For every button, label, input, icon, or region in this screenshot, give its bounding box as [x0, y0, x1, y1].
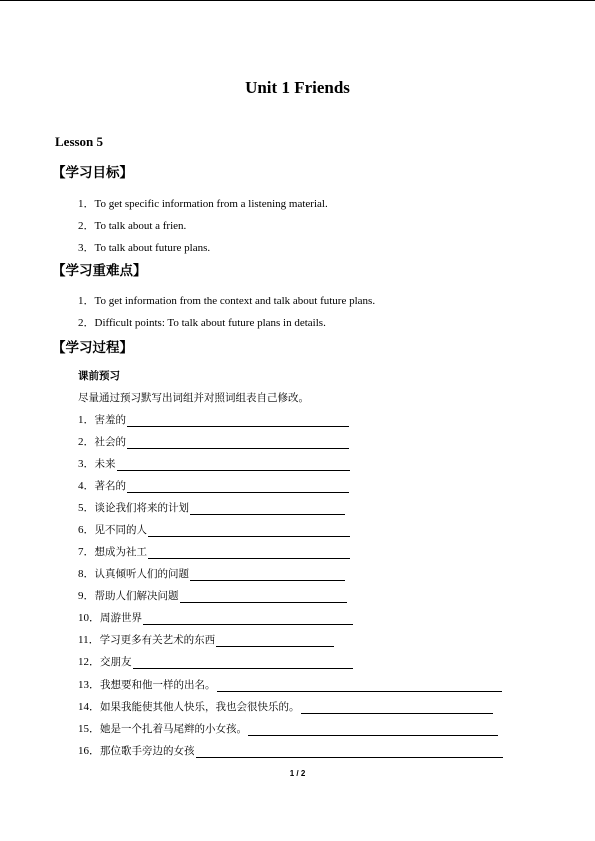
exercise-prompt: 害羞的 [94, 414, 126, 426]
exercise-prompt: 见不同的人 [94, 524, 147, 536]
exercise-14 [78, 700, 493, 714]
answer-blank[interactable] [127, 436, 349, 449]
objective-item-2: 2．To talk about a frien. [78, 220, 187, 232]
exercise-number: 1． [78, 414, 95, 426]
objective-item-1: 1．To get specific information from a listening material. [78, 198, 328, 210]
exercise-prompt: 著名的 [94, 480, 126, 492]
answer-blank[interactable] [216, 634, 334, 647]
answer-blank[interactable] [196, 745, 503, 758]
exercise-prompt: 帮助人们解决问题 [94, 590, 179, 602]
exercise-prompt: 想成为社工 [94, 546, 147, 558]
exercise-number: 2． [78, 436, 95, 448]
exercise-12 [78, 655, 353, 669]
exercise-4 [78, 479, 349, 493]
answer-blank[interactable] [148, 524, 350, 537]
exercise-number: 11． [78, 634, 100, 646]
exercise-9 [78, 589, 347, 603]
objective-item-3: 3．To talk about future plans. [78, 242, 211, 254]
exercise-8 [78, 567, 345, 581]
exercise-15 [78, 722, 498, 736]
exercise-number: 7． [78, 546, 95, 558]
exercise-13 [78, 678, 502, 692]
exercise-prompt: 谈论我们将来的计划 [94, 502, 189, 514]
exercise-1 [78, 413, 349, 427]
answer-blank[interactable] [127, 414, 349, 427]
answer-blank[interactable] [217, 679, 502, 692]
key-point-item-1: 1．To get information from the context and talk about future plans. [78, 295, 376, 307]
exercise-number: 9． [78, 590, 95, 602]
answer-blank[interactable] [190, 502, 345, 515]
exercise-6 [78, 523, 350, 537]
exercise-5 [78, 501, 345, 515]
exercise-3 [78, 457, 350, 471]
exercise-10 [78, 611, 353, 625]
exercise-number: 14． [78, 701, 100, 713]
answer-blank[interactable] [180, 590, 347, 603]
key-point-item-2: 2．Difficult points: To talk about future plans in details. [78, 317, 326, 329]
preview-subheading: 课前预习 [78, 370, 120, 382]
answer-blank[interactable] [148, 546, 350, 559]
exercise-number: 8． [78, 568, 95, 580]
exercise-prompt: 周游世界 [100, 612, 142, 624]
answer-blank[interactable] [301, 701, 493, 714]
exercise-prompt: 认真倾听人们的问题 [94, 568, 189, 580]
exercise-number: 6． [78, 524, 95, 536]
top-rule [0, 0, 595, 1]
answer-blank[interactable] [143, 612, 353, 625]
answer-blank[interactable] [117, 458, 350, 471]
exercise-number: 3． [78, 458, 95, 470]
answer-blank[interactable] [190, 568, 345, 581]
exercise-prompt: 那位歌手旁边的女孩 [100, 745, 195, 757]
exercise-prompt: 如果我能使其他人快乐，我也会很快乐的。 [100, 701, 300, 713]
exercise-prompt: 我想要和他一样的出名。 [100, 679, 216, 691]
exercise-prompt: 交朋友 [100, 656, 132, 668]
exercise-2 [78, 435, 349, 449]
page-title: Unit 1 Friends [245, 78, 350, 97]
exercise-number: 12． [78, 656, 100, 668]
process-heading: 【学习过程】 [52, 340, 133, 356]
key-points-heading: 【学习重难点】 [52, 263, 147, 279]
lesson-heading: Lesson 5 [55, 134, 104, 149]
exercise-7 [78, 545, 350, 559]
exercise-number: 13． [78, 679, 100, 691]
answer-blank[interactable] [127, 480, 349, 493]
exercise-number: 16． [78, 745, 100, 757]
exercise-prompt: 社会的 [94, 436, 126, 448]
exercise-number: 10． [78, 612, 100, 624]
exercise-16 [78, 744, 503, 758]
exercise-number: 5． [78, 502, 95, 514]
exercise-prompt: 未来 [94, 458, 116, 470]
objectives-heading: 【学习目标】 [52, 165, 133, 181]
exercise-11 [78, 633, 334, 647]
preview-instruction: 尽量通过预习默写出词组并对照词组表自己修改。 [78, 392, 309, 404]
exercise-prompt: 学习更多有关艺术的东西 [99, 634, 216, 646]
answer-blank[interactable] [133, 656, 353, 669]
exercise-number: 15． [78, 723, 100, 735]
exercise-number: 4． [78, 480, 95, 492]
page-number: 1 / 2 [289, 769, 306, 778]
exercise-prompt: 她是一个扎着马尾辫的小女孩。 [100, 723, 247, 735]
answer-blank[interactable] [248, 723, 498, 736]
